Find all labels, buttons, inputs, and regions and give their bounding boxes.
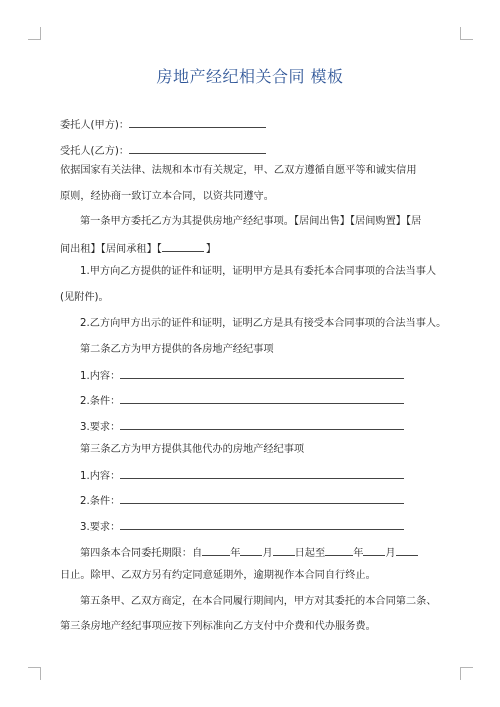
article-3-conditions-line: [80, 492, 404, 509]
article-5-line-2: 第三条房地产经纪事项应按下列标准向乙方支付中介费和代办服务费。: [60, 621, 376, 632]
item-2-line-1: 2.乙方向甲方出示的证件和证明，证明乙方是具有接受本合同事项的合法当事人。: [80, 318, 447, 329]
agent-blank[interactable]: [129, 142, 266, 154]
article-4-line-1: [80, 544, 418, 561]
article-1-options-line-2: 间出租】【居间承租】【: [60, 244, 162, 255]
page-corner-mark: [28, 667, 41, 680]
item-1-line-2: (见附件)。: [60, 292, 109, 303]
principal-label: 委托人(甲方)：: [60, 120, 130, 131]
agent-line: [60, 142, 266, 159]
conditions-label: 2.条件：: [80, 496, 121, 507]
article-1-line-1: [80, 215, 421, 229]
month-label: 月: [262, 548, 273, 559]
article-1-text: 第一条甲方委托乙方为其提供房地产经纪事项。: [80, 216, 294, 227]
article-4-line-2: 日止。除甲、乙双方另有约定同意延期外，逾期视作本合同自行终止。: [60, 570, 376, 581]
principal-line: [60, 116, 266, 133]
content-label: 1.内容：: [80, 371, 121, 382]
document-title: 房地产经纪相关合同 模板: [156, 67, 344, 86]
article-2-conditions-line: [80, 392, 404, 409]
article-2-content-line: [80, 367, 404, 384]
conditions-label: 2.条件：: [80, 396, 121, 407]
year-label: 年: [230, 548, 241, 559]
agent-label: 受托人(乙方)：: [60, 146, 130, 157]
page-corner-mark: [460, 667, 473, 680]
preamble-line-1: 依据国家有关法律、法规和本市有关规定，甲、乙双方遵循自愿平等和诚实信用: [60, 165, 417, 176]
article-3-content-line: [80, 467, 404, 484]
article-2-requirements-line: [80, 418, 404, 435]
principal-blank[interactable]: [129, 116, 266, 128]
year-label: 年: [353, 548, 364, 559]
end-year-blank[interactable]: [325, 544, 353, 556]
conditions-blank[interactable]: [120, 492, 404, 504]
end-day-blank[interactable]: [396, 544, 418, 556]
option-buy: 【居间购置】: [349, 216, 406, 227]
requirements-blank[interactable]: [120, 418, 404, 430]
start-month-blank[interactable]: [240, 544, 262, 556]
option-close-bracket: 】: [205, 244, 217, 255]
requirements-blank[interactable]: [120, 518, 404, 530]
month-label: 月: [385, 548, 396, 559]
article-5-line-1: 第五条甲、乙双方商定，在本合同履行期间内，甲方对其委托的本合同第二条、: [80, 596, 437, 607]
item-1-line-1: 1.甲方向乙方提供的证件和证明，证明甲方是具有委托本合同事项的合法当事人: [80, 266, 437, 277]
day-from-label: 日起至: [294, 548, 326, 559]
page-corner-mark: [460, 27, 473, 40]
requirements-label: 3.要求：: [80, 422, 121, 433]
term-prefix: 第四条本合同委托期限：自: [80, 548, 203, 559]
content-blank[interactable]: [120, 467, 404, 479]
option-sale: 【居间出售】: [293, 216, 350, 227]
conditions-blank[interactable]: [120, 392, 404, 404]
other-option-blank[interactable]: [162, 240, 204, 252]
article-1-line-2: [60, 240, 216, 257]
option-lease-start: 【居: [406, 216, 422, 227]
article-3-requirements-line: [80, 518, 404, 535]
preamble-line-2: 原则，经协商一致订立本合同，以资共同遵守。: [60, 191, 274, 202]
start-day-blank[interactable]: [273, 544, 295, 556]
article-3-heading: 第三条乙方为甲方提供其他代办的房地产经纪事项: [80, 444, 305, 455]
article-2-heading: 第二条乙方为甲方提供的各房地产经纪事项: [80, 344, 274, 355]
end-month-blank[interactable]: [363, 544, 385, 556]
content-blank[interactable]: [120, 367, 404, 379]
start-year-blank[interactable]: [202, 544, 230, 556]
page-corner-mark: [28, 27, 41, 40]
content-label: 1.内容：: [80, 471, 121, 482]
requirements-label: 3.要求：: [80, 522, 121, 533]
